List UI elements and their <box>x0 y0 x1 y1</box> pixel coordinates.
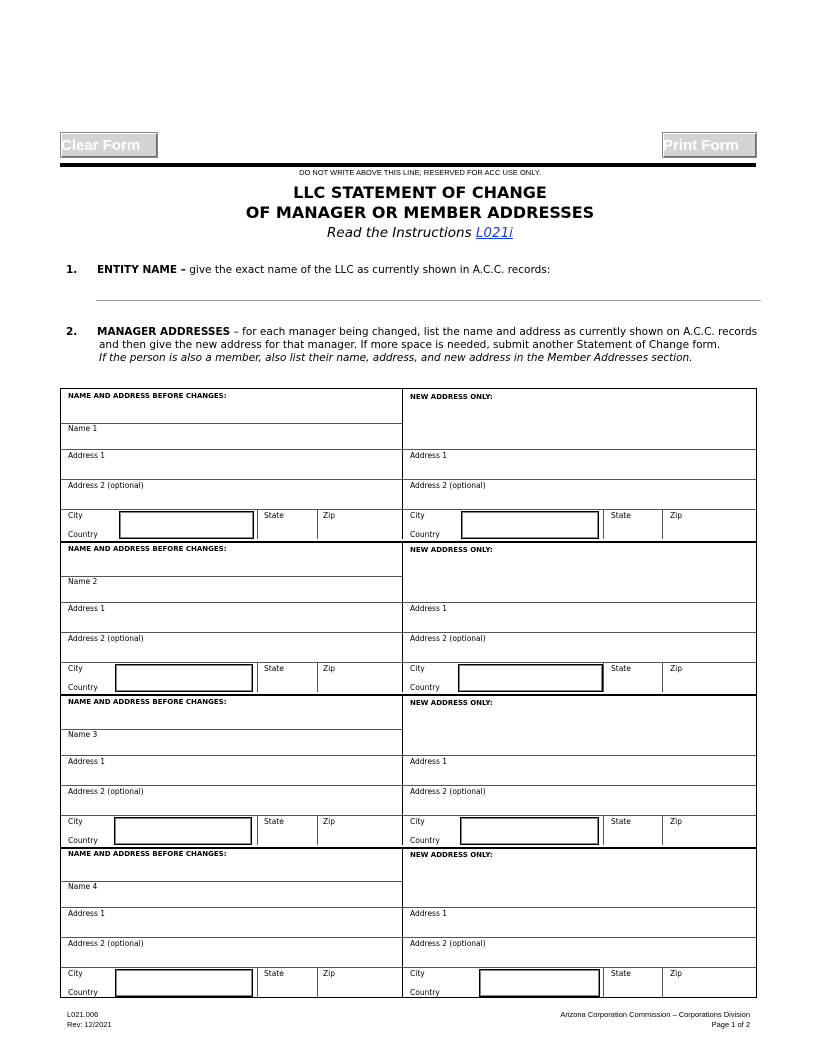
divider <box>61 907 756 908</box>
new-city-label: City <box>410 511 425 520</box>
divider <box>257 662 258 692</box>
divider <box>662 967 663 997</box>
new-address-heading: NEW ADDRESS ONLY: <box>410 851 493 859</box>
country-select[interactable] <box>114 817 252 845</box>
reserved-note: DO NOT WRITE ABOVE THIS LINE; RESERVED FOR ACC USE ONLY. <box>299 168 541 177</box>
section-label: MANAGER ADDRESSES <box>97 326 231 338</box>
address2-label: Address 2 (optional) <box>68 939 144 948</box>
new-city-label: City <box>410 664 425 673</box>
new-address1-label: Address 1 <box>410 604 448 613</box>
new-state-label: State <box>611 969 631 978</box>
entity-name-input[interactable] <box>96 300 761 301</box>
new-zip-label: Zip <box>670 969 682 978</box>
divider <box>257 509 258 539</box>
zip-label: Zip <box>323 969 335 978</box>
before-changes-heading: NAME AND ADDRESS BEFORE CHANGES: <box>68 392 227 400</box>
divider <box>61 509 756 510</box>
divider <box>603 815 604 845</box>
divider <box>662 509 663 539</box>
divider <box>61 815 756 816</box>
new-country-select[interactable] <box>460 817 599 845</box>
new-state-label: State <box>611 511 631 520</box>
revision-date: Rev: 12/2021 <box>67 1020 112 1029</box>
divider <box>317 815 318 845</box>
divider <box>603 662 604 692</box>
divider <box>257 967 258 997</box>
address1-label: Address 1 <box>68 604 106 613</box>
manager-block <box>61 695 756 849</box>
divider <box>61 967 756 968</box>
country-select[interactable] <box>115 664 253 692</box>
manager-address-table <box>60 388 757 998</box>
clear-form-button[interactable]: Clear Form <box>60 132 158 158</box>
new-address1-label: Address 1 <box>410 451 448 460</box>
divider <box>61 449 756 450</box>
before-changes-heading: NAME AND ADDRESS BEFORE CHANGES: <box>68 698 227 706</box>
new-country-select[interactable] <box>458 664 603 692</box>
divider <box>61 785 756 786</box>
section-text: – for each manager being changed, list the name and address as currently shown on A.C.C. records <box>230 326 758 338</box>
new-country-label: Country <box>410 530 440 539</box>
section-text: and then give the new address for that manager. If more space is needed, submit another Statement of Change form. <box>99 339 721 351</box>
new-address2-label: Address 2 (optional) <box>410 634 486 643</box>
divider <box>317 662 318 692</box>
new-zip-label: Zip <box>670 664 682 673</box>
zip-label: Zip <box>323 511 335 520</box>
new-address1-label: Address 1 <box>410 909 448 918</box>
divider <box>61 632 756 633</box>
section-number: 1. <box>66 264 78 276</box>
new-address2-label: Address 2 (optional) <box>410 481 486 490</box>
page-number: Page 1 of 2 <box>711 1020 750 1029</box>
column-divider <box>402 847 403 997</box>
instructions-line <box>0 225 816 241</box>
country-label: Country <box>68 836 98 845</box>
city-label: City <box>68 817 83 826</box>
agency-name: Arizona Corporation Commission – Corporations Division <box>560 1010 750 1019</box>
divider <box>61 662 756 663</box>
column-divider <box>402 542 403 692</box>
new-country-select[interactable] <box>461 511 599 539</box>
new-country-select[interactable] <box>479 969 600 997</box>
new-country-label: Country <box>410 988 440 997</box>
divider <box>61 576 402 577</box>
zip-label: Zip <box>323 817 335 826</box>
address1-label: Address 1 <box>68 757 106 766</box>
new-city-label: City <box>410 969 425 978</box>
divider <box>61 602 756 603</box>
divider <box>603 967 604 997</box>
new-address1-label: Address 1 <box>410 757 448 766</box>
page-title-line1: LLC STATEMENT OF CHANGE <box>293 183 547 202</box>
before-changes-heading: NAME AND ADDRESS BEFORE CHANGES: <box>68 545 227 553</box>
column-divider <box>402 389 403 539</box>
instructions-prefix: Read the Instructions <box>327 225 476 241</box>
name-label: Name 1 <box>68 424 98 433</box>
footer-form-info <box>67 1010 112 1030</box>
country-select[interactable] <box>119 511 254 539</box>
new-address-heading: NEW ADDRESS ONLY: <box>410 699 493 707</box>
new-address-heading: NEW ADDRESS ONLY: <box>410 393 493 401</box>
header-rule <box>60 163 756 167</box>
country-label: Country <box>68 683 98 692</box>
new-country-label: Country <box>410 836 440 845</box>
divider <box>662 662 663 692</box>
new-address-heading: NEW ADDRESS ONLY: <box>410 546 493 554</box>
divider <box>61 937 756 938</box>
divider <box>61 755 756 756</box>
address1-label: Address 1 <box>68 909 106 918</box>
state-label: State <box>264 817 284 826</box>
new-address2-label: Address 2 (optional) <box>410 939 486 948</box>
new-zip-label: Zip <box>670 511 682 520</box>
print-form-button[interactable]: Print Form <box>662 132 757 158</box>
divider <box>257 815 258 845</box>
divider <box>61 729 402 730</box>
section-number: 2. <box>66 326 78 338</box>
manager-block <box>61 389 756 543</box>
divider <box>61 881 402 882</box>
divider <box>317 967 318 997</box>
divider <box>603 509 604 539</box>
manager-block <box>61 542 756 696</box>
city-label: City <box>68 511 83 520</box>
divider <box>61 479 756 480</box>
new-state-label: State <box>611 664 631 673</box>
name-label: Name 4 <box>68 882 98 891</box>
address1-label: Address 1 <box>68 451 106 460</box>
section-text: give the exact name of the LLC as currently shown in A.C.C. records: <box>185 264 551 276</box>
address2-label: Address 2 (optional) <box>68 634 144 643</box>
name-label: Name 3 <box>68 730 98 739</box>
city-label: City <box>68 969 83 978</box>
new-city-label: City <box>410 817 425 826</box>
name-label: Name 2 <box>68 577 98 586</box>
section-note: If the person is also a member, also list their name, address, and new address in the Member Addresses section. <box>99 352 693 364</box>
new-address2-label: Address 2 (optional) <box>410 787 486 796</box>
new-state-label: State <box>611 817 631 826</box>
divider <box>61 423 402 424</box>
zip-label: Zip <box>323 664 335 673</box>
instructions-link[interactable]: L021i <box>475 225 513 241</box>
new-country-label: Country <box>410 683 440 692</box>
new-zip-label: Zip <box>670 817 682 826</box>
country-select[interactable] <box>115 969 253 997</box>
section-label: ENTITY NAME – <box>97 264 186 276</box>
column-divider <box>402 695 403 845</box>
state-label: State <box>264 664 284 673</box>
form-number: L021.006 <box>67 1010 99 1019</box>
state-label: State <box>264 969 284 978</box>
manager-block <box>61 847 756 1001</box>
city-label: City <box>68 664 83 673</box>
address2-label: Address 2 (optional) <box>68 787 144 796</box>
country-label: Country <box>68 530 98 539</box>
page-title-line2: OF MANAGER OR MEMBER ADDRESSES <box>245 203 595 222</box>
divider <box>662 815 663 845</box>
state-label: State <box>264 511 284 520</box>
country-label: Country <box>68 988 98 997</box>
divider <box>317 509 318 539</box>
address2-label: Address 2 (optional) <box>68 481 144 490</box>
before-changes-heading: NAME AND ADDRESS BEFORE CHANGES: <box>68 850 227 858</box>
footer-agency-info <box>560 1010 750 1030</box>
